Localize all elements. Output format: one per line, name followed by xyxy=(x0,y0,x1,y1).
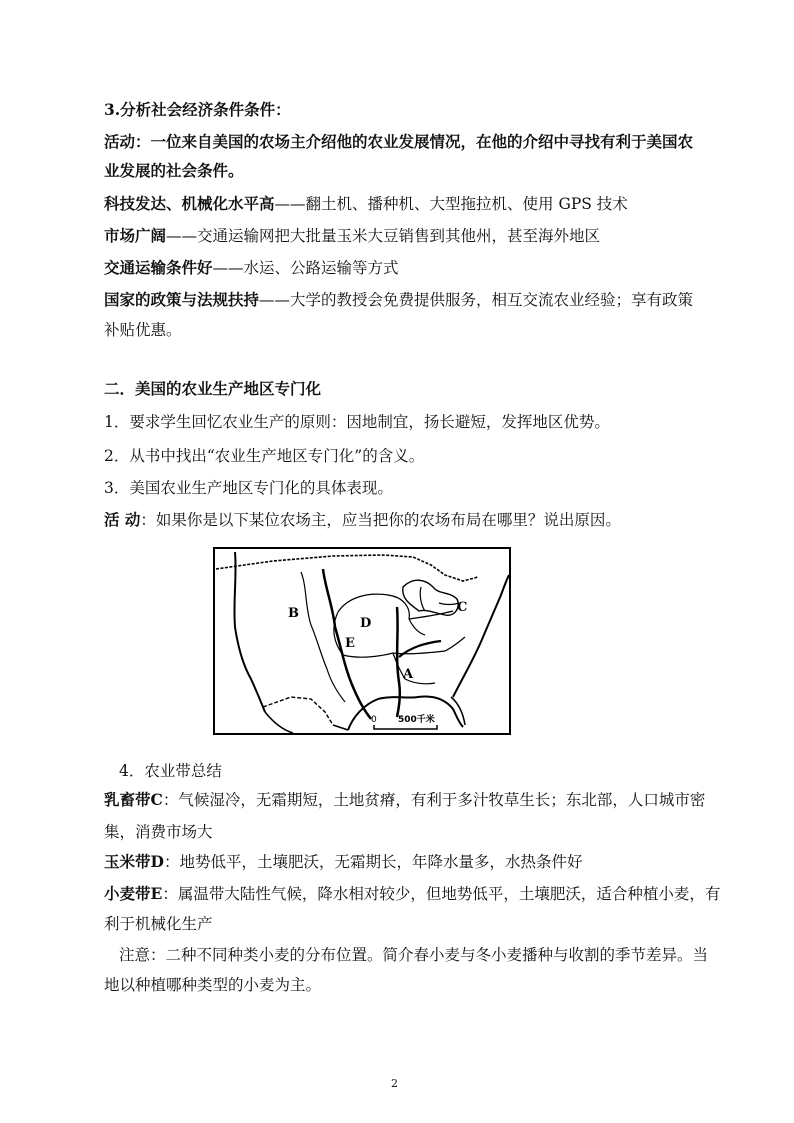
policy-line-2: 补贴优惠。 xyxy=(104,321,182,339)
region-label-c: C xyxy=(457,600,468,615)
activity-2-label: 活 动 xyxy=(104,510,141,529)
region-label-a: A xyxy=(403,667,414,682)
wheat-line-2: 利于机械化生产 xyxy=(104,915,213,933)
market-line xyxy=(104,226,600,246)
activity-line-1: 活动：一位来自美国的农场主介绍他的农业发展情况，在他的介绍中寻找有利于美国农 xyxy=(104,132,694,151)
dairy-line xyxy=(104,790,705,810)
activity-2-line xyxy=(104,510,621,530)
list-item-1: 1．要求学生回忆农业生产的原则：因地制宜，扬长避短，发挥地区优势。 xyxy=(104,413,610,431)
policy-text: ——大学的教授会免费提供服务，相互交流农业经验；享有政策 xyxy=(259,291,694,309)
scale-zero: 0 xyxy=(371,715,377,725)
region-label-e: E xyxy=(345,636,355,651)
transport-text: ——水运、公路运输等方式 xyxy=(212,259,399,277)
dairy-label: 乳畜带C xyxy=(104,790,163,809)
market-text: ——交通运输网把大批量玉米大豆销售到其他州，甚至海外地区 xyxy=(166,227,601,245)
section-4-heading: 4．农业带总结 xyxy=(119,762,222,780)
region-label-b: B xyxy=(288,606,299,621)
section-2-heading: 二．美国的农业生产地区专门化 xyxy=(104,379,322,398)
dairy-line-2: 集，消费市场大 xyxy=(104,823,213,841)
tech-label: 科技发达、机械化水平高 xyxy=(104,194,275,213)
note-line-1: 注意：二种不同种类小麦的分布位置。简介春小麦与冬小麦播种与收割的季节差异。当 xyxy=(119,946,709,964)
transport-line xyxy=(104,258,399,278)
transport-label: 交通运输条件好 xyxy=(104,258,213,277)
note-line-2: 地以种植哪种类型的小麦为主。 xyxy=(104,976,322,994)
page-number: 2 xyxy=(391,1077,398,1090)
policy-label: 国家的政策与法规扶持 xyxy=(104,290,260,309)
activity-line-2: 业发展的社会条件。 xyxy=(104,161,244,180)
corn-label: 玉米带D xyxy=(104,852,164,871)
policy-line xyxy=(104,290,693,310)
tech-line xyxy=(104,194,628,214)
list-item-3: 3．美国农业生产地区专门化的具体表现。 xyxy=(104,479,393,497)
usa-agriculture-belts-map xyxy=(213,547,511,735)
region-label-d: D xyxy=(360,616,372,631)
scale-label: 500千米 xyxy=(398,715,435,725)
dairy-text: ：气候湿冷，无霜期短，土地贫瘠，有利于多汁牧草生长；东北部，人口城市密 xyxy=(162,791,706,809)
corn-text: ：地势低平，土壤肥沃，无霜期长，年降水量多，水热条件好 xyxy=(163,853,583,871)
list-item-2: 2．从书中找出“农业生产地区专门化”的含义。 xyxy=(104,447,425,465)
activity-2-text: ：如果你是以下某位农场主，应当把你的农场布局在哪里？说出原因。 xyxy=(140,511,621,529)
wheat-text: ：属温带大陆性气候，降水相对较少，但地势低平，土壤肥沃，适合种植小麦，有 xyxy=(162,885,721,903)
tech-text: ——翻土机、播种机、大型拖拉机、使用 GPS 技术 xyxy=(274,195,628,213)
market-label: 市场广阔 xyxy=(104,226,167,245)
corn-line xyxy=(104,852,582,872)
section-3-heading: 3.分析社会经济条件条件： xyxy=(104,100,291,119)
wheat-label: 小麦带E xyxy=(104,884,163,903)
wheat-line xyxy=(104,884,720,904)
